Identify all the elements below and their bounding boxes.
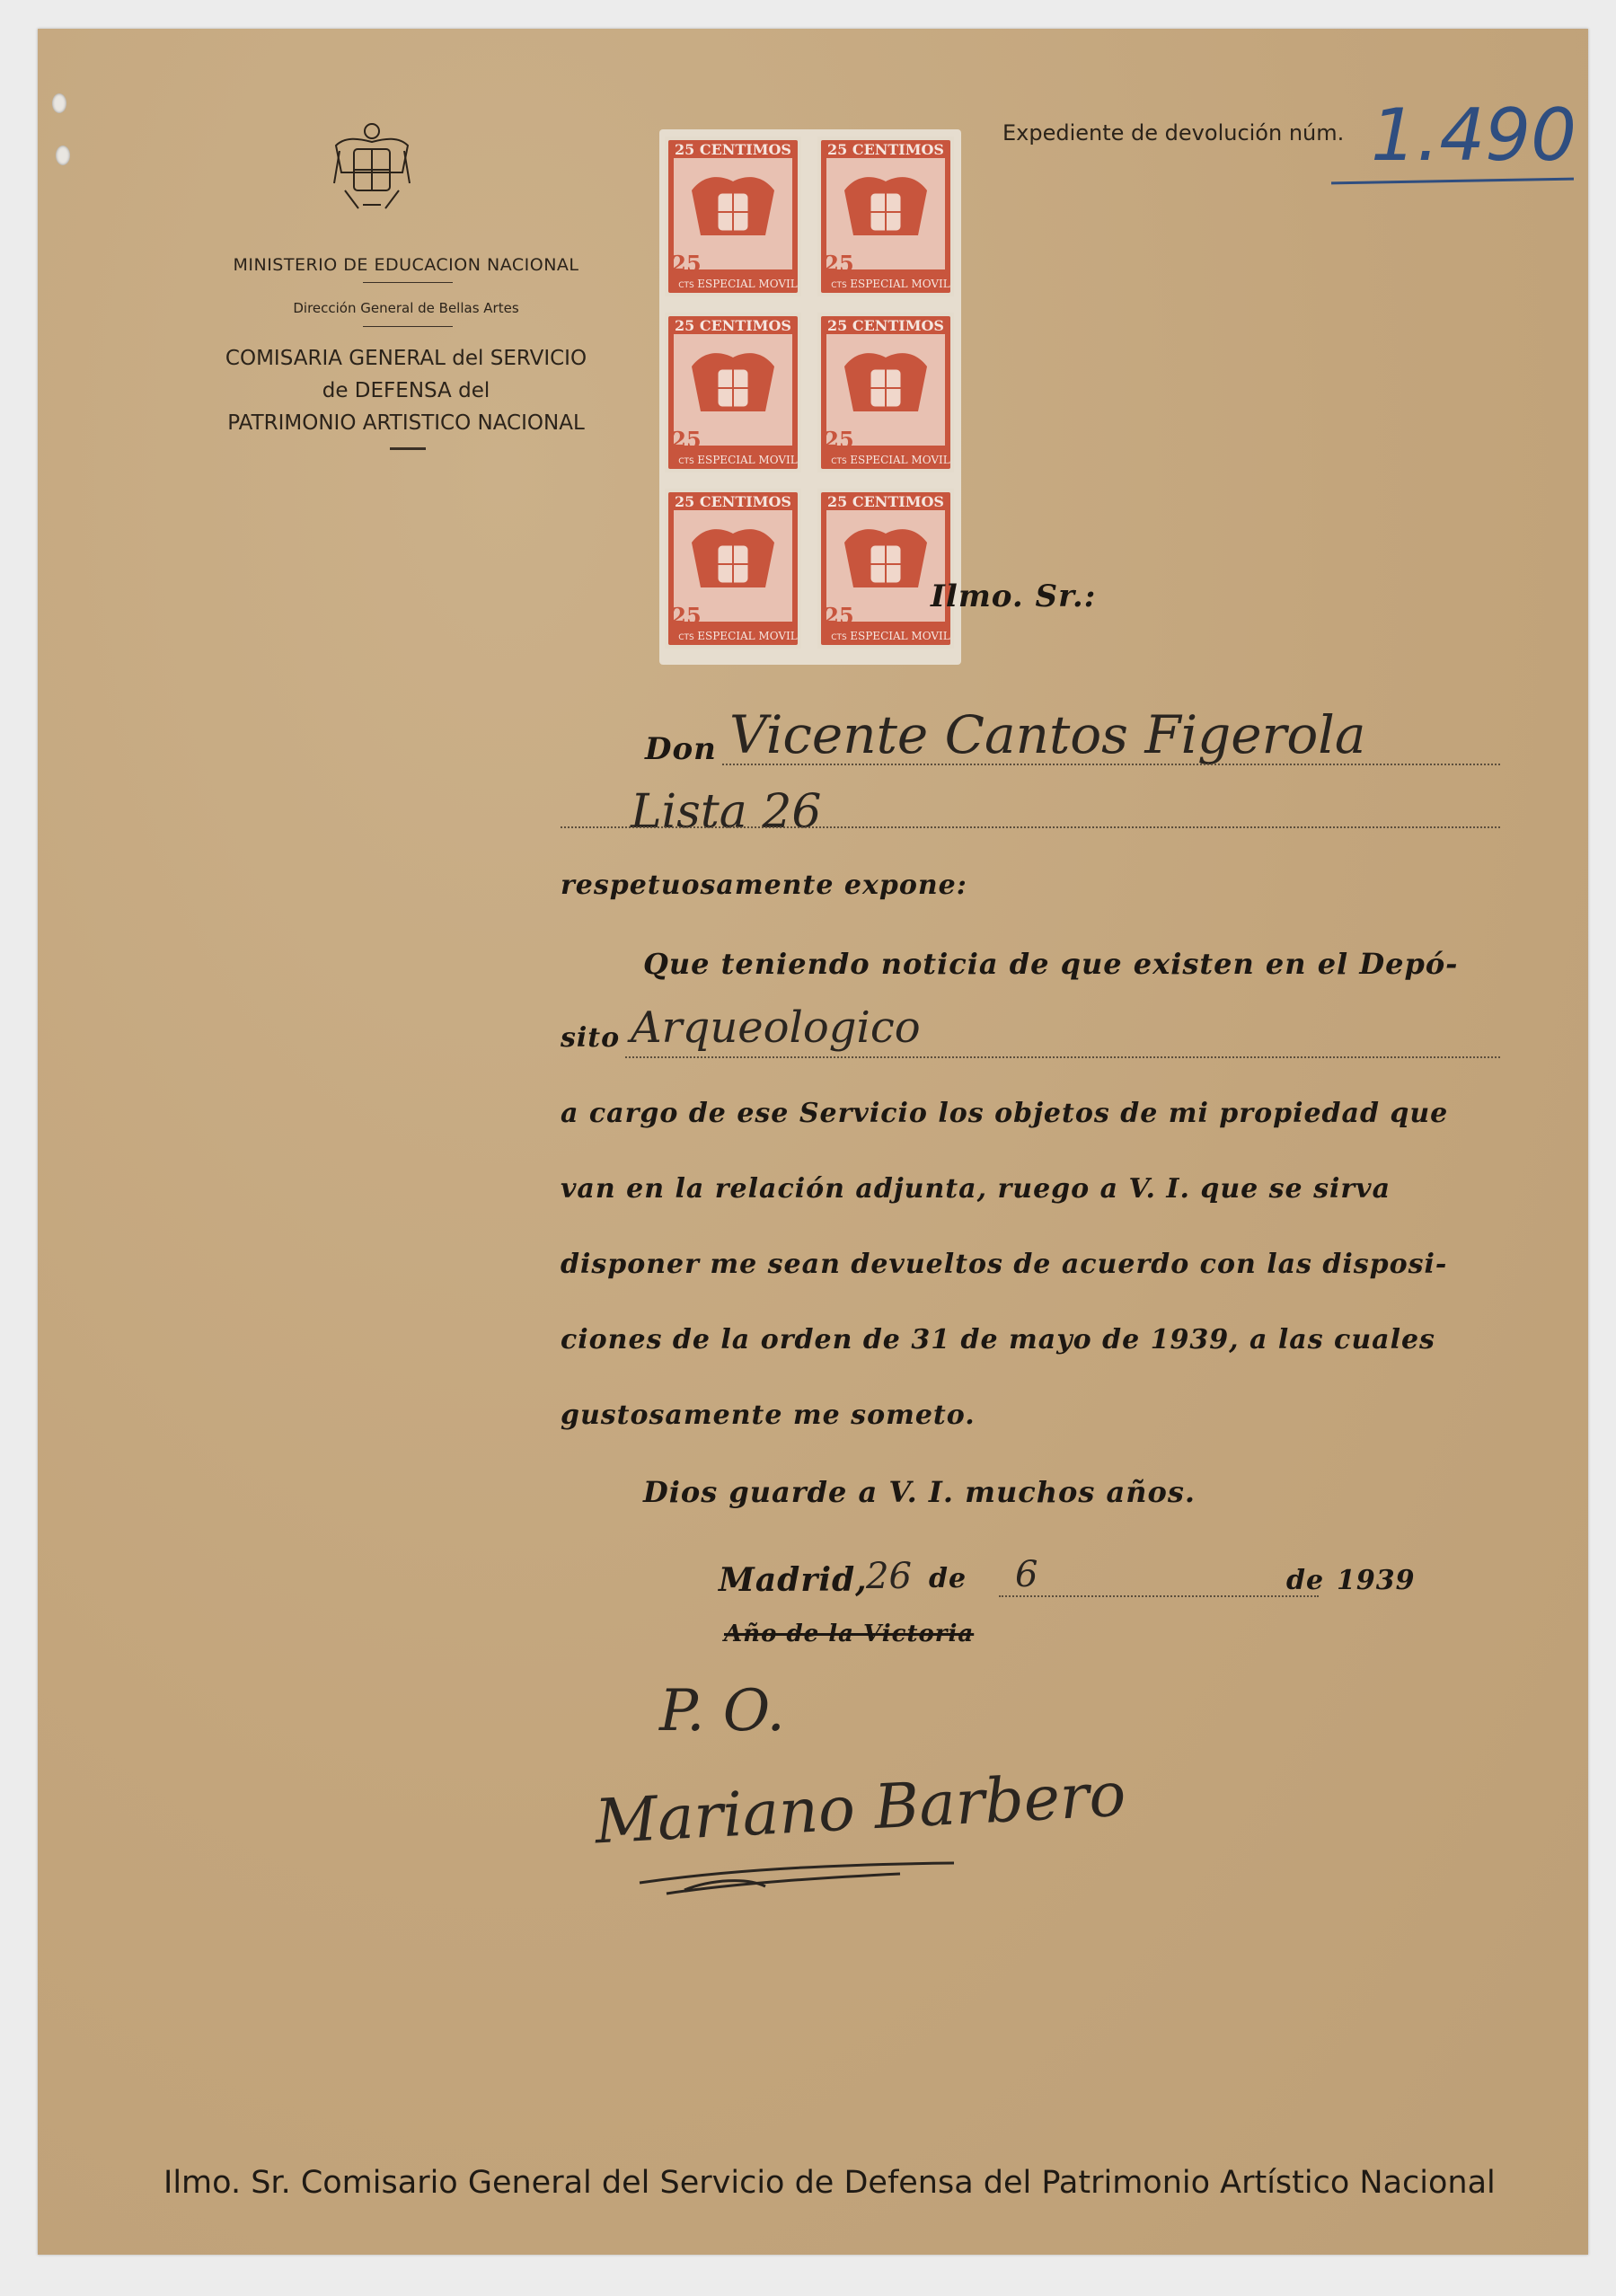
ministry-name: MINISTERIO DE EDUCACION NACIONAL	[233, 255, 579, 275]
expediente-number: 1.490	[1371, 93, 1577, 177]
date-city: Madrid,	[719, 1561, 868, 1599]
list-dotted-line	[561, 826, 1500, 828]
body-line-6: ciones de la orden de 31 de mayo de 1939, a las cuales	[561, 1324, 1435, 1356]
month-dotted-line	[999, 1595, 1319, 1597]
stamp-artwork	[817, 137, 954, 296]
direction-name: Dirección General de Bellas Artes	[293, 300, 519, 316]
stamp-value: 25	[824, 427, 854, 453]
stamp-bottom-text: ESPECIAL MOVIL	[850, 454, 950, 466]
body-line-3: a cargo de ese Servicio los objetos de mi propiedad que	[561, 1098, 1449, 1129]
revenue-stamp	[817, 313, 954, 472]
stamp-artwork	[665, 489, 801, 649]
stamp-top-text: 25 CENTIMOS	[827, 141, 944, 158]
stamp-value: 25	[824, 603, 854, 629]
body-line-5: disponer me sean devueltos de acuerdo con las disposi-	[561, 1249, 1448, 1280]
divider	[390, 447, 426, 450]
body-sito: sito	[561, 1022, 621, 1054]
stamp-unit: CTS	[831, 281, 847, 290]
stamp-value: 25	[671, 251, 702, 277]
stamp-unit: CTS	[678, 281, 694, 290]
stamp-unit: CTS	[831, 633, 847, 642]
body-line-4: van en la relación adjunta, ruego a V. I. que se sirva	[561, 1173, 1391, 1205]
revenue-stamp	[665, 137, 801, 296]
stamp-bottom-text: ESPECIAL MOVIL	[850, 278, 950, 290]
commission-line-3: PATRIMONIO ARTISTICO NACIONAL	[227, 411, 585, 435]
stamp-top-text: 25 CENTIMOS	[675, 317, 791, 334]
stamp-bottom-text: ESPECIAL MOVIL	[697, 278, 798, 290]
stamp-top-text: 25 CENTIMOS	[827, 317, 944, 334]
commission-line-2: de DEFENSA del	[322, 379, 490, 402]
list-number: Lista 26	[631, 785, 822, 839]
revenue-stamp	[817, 489, 954, 649]
stamp-value: 25	[824, 251, 854, 277]
ano-victoria-struck: Año de la Victoria	[724, 1620, 975, 1647]
revenue-stamp	[665, 313, 801, 472]
stamp-bottom-text: ESPECIAL MOVIL	[697, 454, 798, 466]
divider	[363, 282, 453, 283]
stamp-top-text: 25 CENTIMOS	[675, 141, 791, 158]
closing-line: Dios guarde a V. I. muchos años.	[643, 1475, 1197, 1509]
date-de-2: de	[1286, 1565, 1325, 1596]
stamp-top-text: 25 CENTIMOS	[827, 493, 944, 510]
name-dotted-line	[722, 764, 1500, 765]
date-day: 26	[866, 1556, 912, 1597]
stamp-top-text: 25 CENTIMOS	[675, 493, 791, 510]
revenue-stamp	[665, 489, 801, 649]
date-month: 6	[1015, 1554, 1038, 1595]
stamp-value: 25	[671, 427, 702, 453]
coat-of-arms-icon	[327, 119, 417, 219]
revenue-stamp	[817, 137, 954, 296]
stamp-value: 25	[671, 603, 702, 629]
applicant-name: Vicente Cantos Figerola	[729, 704, 1366, 765]
date-year: 1939	[1337, 1565, 1416, 1596]
document-sheet	[38, 29, 1588, 2255]
stamp-unit: CTS	[678, 633, 694, 642]
expediente-underline	[1331, 178, 1574, 185]
signature-flourish	[631, 1847, 972, 1901]
revenue-stamps-block	[659, 129, 961, 665]
stamp-bottom-text: ESPECIAL MOVIL	[850, 630, 950, 642]
punch-hole	[52, 93, 66, 113]
deposit-dotted-line	[625, 1056, 1500, 1058]
stamp-bottom-text: ESPECIAL MOVIL	[697, 630, 798, 642]
signature: Mariano Barbero	[593, 1759, 1128, 1859]
expediente-label: Expediente de devolución núm.	[1002, 120, 1345, 146]
stamp-artwork	[817, 489, 954, 649]
divider	[363, 326, 453, 327]
stamp-unit: CTS	[831, 457, 847, 466]
don-label: Don	[645, 731, 717, 767]
date-de-1: de	[929, 1563, 967, 1594]
commission-line-1: COMISARIA GENERAL del SERVICIO	[225, 347, 587, 370]
stamp-artwork	[665, 313, 801, 472]
punch-hole	[56, 146, 70, 165]
salutation: Ilmo. Sr.:	[931, 578, 1097, 614]
stamp-artwork	[817, 313, 954, 472]
body-line-1: Que teniendo noticia de que existen en el Depó-	[643, 947, 1459, 981]
body-line-7: gustosamente me someto.	[561, 1400, 976, 1431]
deposit-name: Arqueologico	[631, 1002, 921, 1053]
stamp-unit: CTS	[678, 457, 694, 466]
footer-addressee: Ilmo. Sr. Comisario General del Servicio de Defensa del Patrimonio Artístico Nacional	[163, 2165, 1496, 2201]
po-mark: P. O.	[659, 1678, 785, 1744]
expone-line: respetuosamente expone:	[561, 870, 967, 901]
stamp-artwork	[665, 137, 801, 296]
